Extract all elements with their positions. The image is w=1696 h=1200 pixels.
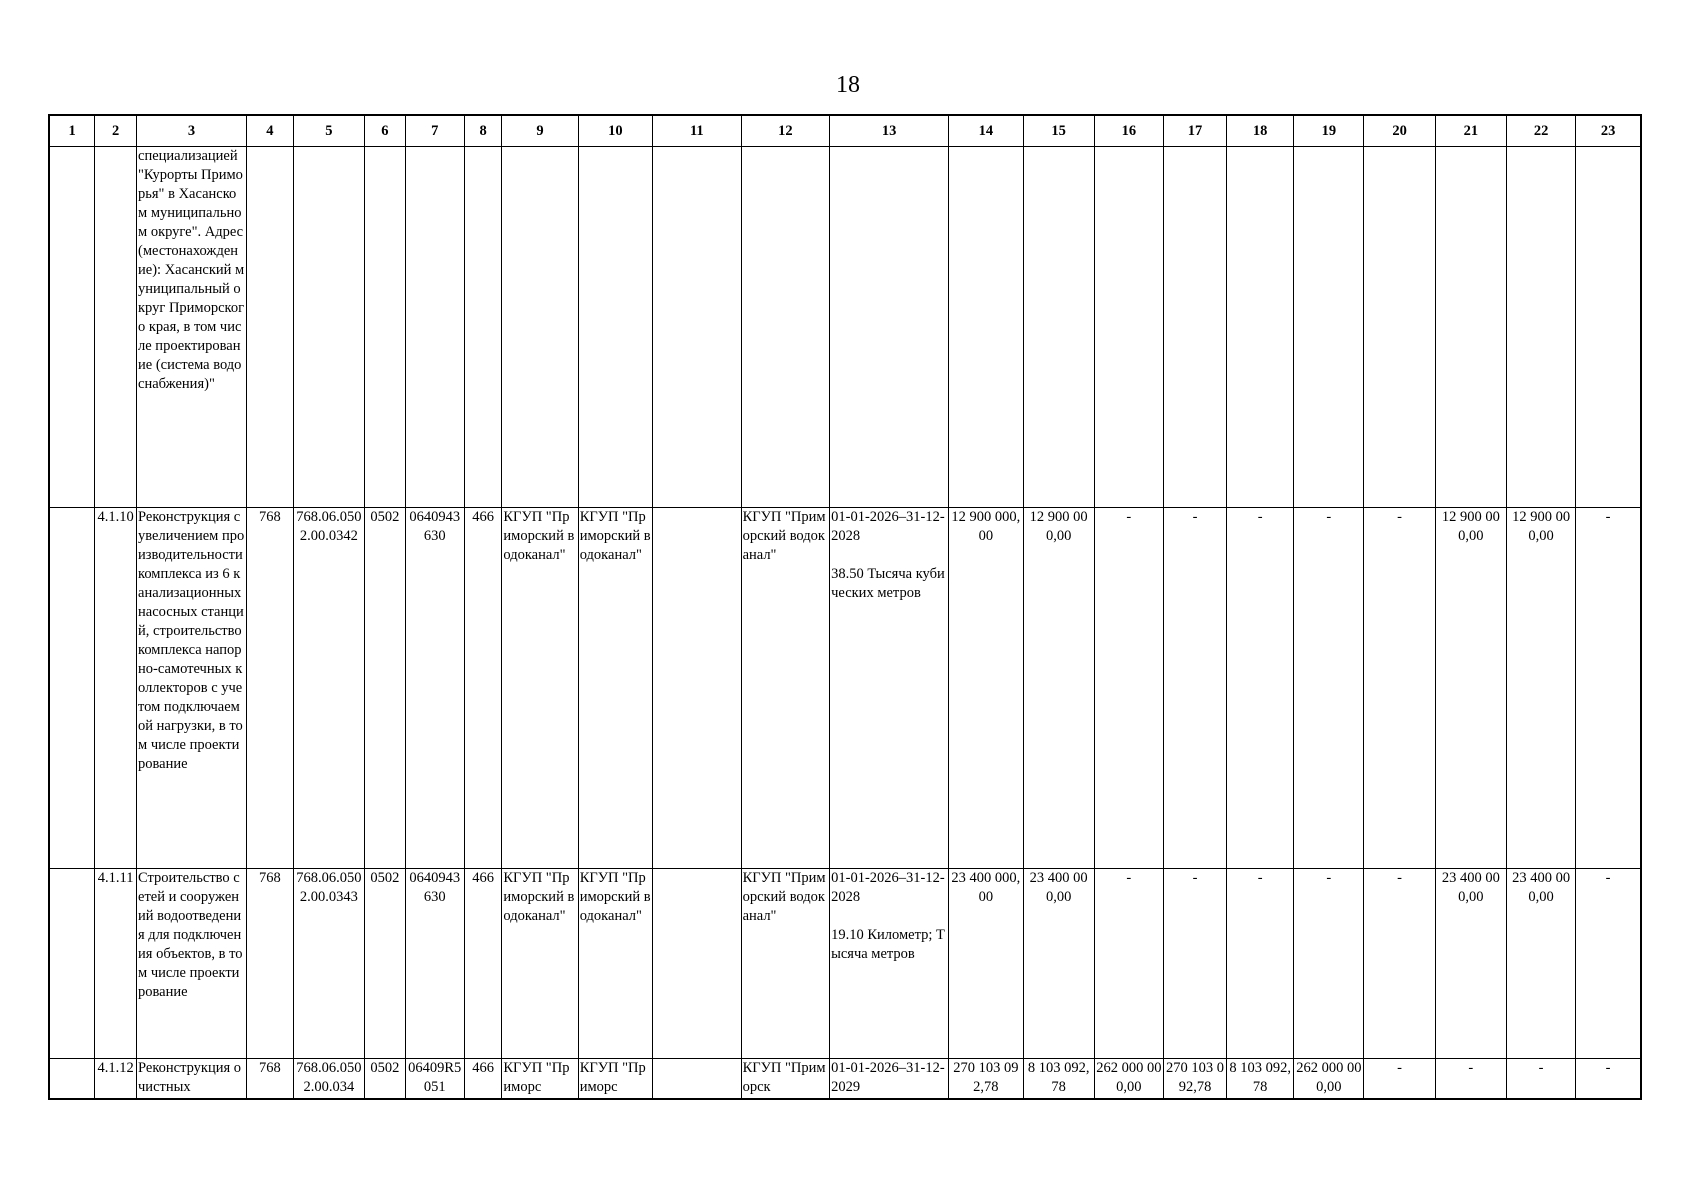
cell-c19: -	[1294, 869, 1364, 1059]
cell-c15	[1023, 147, 1094, 508]
table-row	[49, 1059, 1641, 1099]
cell-c23: -	[1576, 1059, 1641, 1099]
cell-c14: 270 103 092,78	[949, 1059, 1023, 1099]
cell-c17	[1163, 147, 1226, 508]
cell-c20: -	[1364, 1059, 1435, 1099]
cell-c21: -	[1435, 1059, 1506, 1099]
page-number: 18	[836, 72, 860, 98]
table-row	[49, 508, 1641, 869]
col-header: 7	[405, 115, 464, 147]
cell-c4	[246, 147, 293, 508]
cell-c13	[830, 508, 949, 869]
cell-c22	[1506, 147, 1575, 508]
indicator-text: 38.50 Тысяча кубических метров	[831, 566, 945, 601]
col-header: 18	[1227, 115, 1294, 147]
cell-c22: -	[1506, 1059, 1575, 1099]
cell-num: 4.1.12	[95, 1059, 137, 1099]
cell-c19: -	[1294, 508, 1364, 869]
cell-c6: 0502	[365, 869, 406, 1059]
col-header: 14	[949, 115, 1023, 147]
col-header: 4	[246, 115, 293, 147]
cell-c16: -	[1094, 508, 1163, 869]
period-text: 01-01-2026–31-12-2028	[831, 509, 945, 544]
cell-c5: 768.06.0502.00.0342	[293, 508, 364, 869]
indicator-text: 19.10 Километр; Тысяча метров	[831, 927, 945, 962]
cell-c10: КГУП "Приморс	[578, 1059, 652, 1099]
cell-c4: 768	[246, 508, 293, 869]
col-header: 13	[830, 115, 949, 147]
cell-name: специализацией "Курорты Приморья" в Хасанском муниципальном округе". Адрес (местонахождение): Хасанский муниципальный округ Приморского края, в том числе проектирование (система водоснабжения)"	[137, 147, 247, 508]
cell-c11	[653, 508, 742, 869]
cell-c17: 270 103 092,78	[1163, 1059, 1226, 1099]
cell-c16: -	[1094, 869, 1163, 1059]
cell-c11	[653, 147, 742, 508]
cell-c20: -	[1364, 508, 1435, 869]
cell-c8: 466	[464, 508, 502, 869]
cell-col1	[49, 1059, 95, 1099]
cell-c18: -	[1227, 869, 1294, 1059]
cell-c8: 466	[464, 869, 502, 1059]
cell-c15: 23 400 000,00	[1023, 869, 1094, 1059]
col-header: 5	[293, 115, 364, 147]
col-header: 22	[1506, 115, 1575, 147]
col-header: 10	[578, 115, 652, 147]
cell-c22: 12 900 000,00	[1506, 508, 1575, 869]
cell-c12: КГУП "Приморский водоканал"	[741, 869, 830, 1059]
cell-c10: КГУП "Приморский водоканал"	[578, 508, 652, 869]
cell-c18: -	[1227, 508, 1294, 869]
col-header: 3	[137, 115, 247, 147]
cell-num	[95, 147, 137, 508]
cell-c16: 262 000 000,00	[1094, 1059, 1163, 1099]
cell-c15: 12 900 000,00	[1023, 508, 1094, 869]
cell-c5: 768.06.0502.00.034	[293, 1059, 364, 1099]
cell-c7	[405, 147, 464, 508]
cell-c18	[1227, 147, 1294, 508]
cell-c12: КГУП "Приморск	[741, 1059, 830, 1099]
cell-c17: -	[1163, 869, 1226, 1059]
cell-c22: 23 400 000,00	[1506, 869, 1575, 1059]
cell-col1	[49, 869, 95, 1059]
cell-num: 4.1.10	[95, 508, 137, 869]
col-header: 19	[1294, 115, 1364, 147]
col-header: 6	[365, 115, 406, 147]
cell-c7: 0640943630	[405, 508, 464, 869]
budget-table	[48, 114, 1642, 1100]
cell-c19	[1294, 147, 1364, 508]
cell-col1	[49, 147, 95, 508]
cell-c20	[1364, 147, 1435, 508]
col-header: 9	[502, 115, 578, 147]
cell-c4: 768	[246, 869, 293, 1059]
cell-c6: 0502	[365, 508, 406, 869]
cell-c8	[464, 147, 502, 508]
table-row	[49, 869, 1641, 1059]
cell-c8: 466	[464, 1059, 502, 1099]
col-header: 20	[1364, 115, 1435, 147]
cell-c10: КГУП "Приморский водоканал"	[578, 869, 652, 1059]
cell-c23	[1576, 147, 1641, 508]
cell-c12	[741, 147, 830, 508]
col-header: 16	[1094, 115, 1163, 147]
col-header: 21	[1435, 115, 1506, 147]
cell-c23: -	[1576, 869, 1641, 1059]
cell-c5: 768.06.0502.00.0343	[293, 869, 364, 1059]
cell-c16	[1094, 147, 1163, 508]
cell-c15: 8 103 092,78	[1023, 1059, 1094, 1099]
cell-c13	[830, 147, 949, 508]
cell-c9	[502, 147, 578, 508]
cell-c4: 768	[246, 1059, 293, 1099]
cell-name: Реконструкция с увеличением производительности комплекса из 6 канализационных насосных станций, строительство комплекса напорно-самотечных коллекторов с учетом подключаемой нагрузки, в том числе проектирование	[137, 508, 247, 869]
cell-c10	[578, 147, 652, 508]
cell-num: 4.1.11	[95, 869, 137, 1059]
cell-c7: 0640943630	[405, 869, 464, 1059]
cell-c6: 0502	[365, 1059, 406, 1099]
cell-c21	[1435, 147, 1506, 508]
cell-c7: 06409R5051	[405, 1059, 464, 1099]
col-header: 17	[1163, 115, 1226, 147]
cell-c14	[949, 147, 1023, 508]
col-header: 1	[49, 115, 95, 147]
cell-c13	[830, 869, 949, 1059]
cell-c9: КГУП "Приморс	[502, 1059, 578, 1099]
table-row	[49, 147, 1641, 508]
period-text: 01-01-2026–31-12-2029	[831, 1060, 945, 1095]
period-text: 01-01-2026–31-12-2028	[831, 870, 945, 905]
cell-name: Строительство сетей и сооружений водоотведения для подключения объектов, в том числе проектирование	[137, 869, 247, 1059]
cell-c13	[830, 1059, 949, 1099]
cell-c11	[653, 869, 742, 1059]
col-header: 23	[1576, 115, 1641, 147]
cell-c9: КГУП "Приморский водоканал"	[502, 869, 578, 1059]
cell-c12: КГУП "Приморский водоканал"	[741, 508, 830, 869]
cell-c23: -	[1576, 508, 1641, 869]
cell-c5	[293, 147, 364, 508]
col-header: 11	[653, 115, 742, 147]
cell-name: Реконструкция очистных	[137, 1059, 247, 1099]
cell-c19: 262 000 000,00	[1294, 1059, 1364, 1099]
cell-c14: 23 400 000,00	[949, 869, 1023, 1059]
cell-c20: -	[1364, 869, 1435, 1059]
col-header: 12	[741, 115, 830, 147]
cell-c17: -	[1163, 508, 1226, 869]
cell-col1	[49, 508, 95, 869]
cell-c14: 12 900 000,00	[949, 508, 1023, 869]
cell-c9: КГУП "Приморский водоканал"	[502, 508, 578, 869]
cell-c18: 8 103 092,78	[1227, 1059, 1294, 1099]
col-header: 15	[1023, 115, 1094, 147]
cell-c21: 23 400 000,00	[1435, 869, 1506, 1059]
col-header: 8	[464, 115, 502, 147]
col-header: 2	[95, 115, 137, 147]
cell-c6	[365, 147, 406, 508]
cell-c11	[653, 1059, 742, 1099]
cell-c21: 12 900 000,00	[1435, 508, 1506, 869]
header-row	[49, 115, 1641, 147]
